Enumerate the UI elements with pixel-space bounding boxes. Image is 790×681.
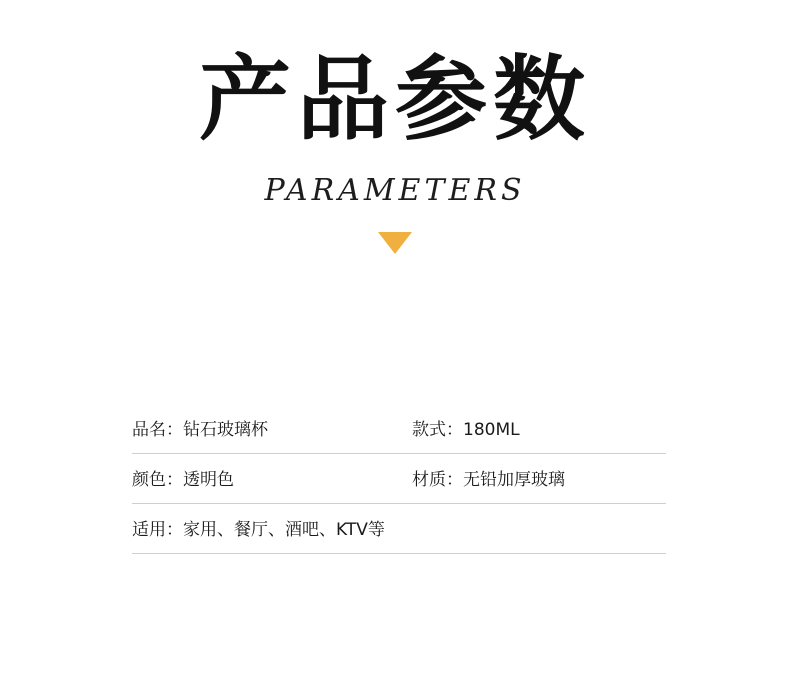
spec-style: 款式：180ML	[412, 420, 520, 440]
spec-table	[132, 404, 666, 554]
spec-color: 颜色：透明色	[132, 470, 234, 490]
arrow-wrap	[0, 232, 790, 259]
spec-material: 材质：无铅加厚玻璃	[412, 470, 565, 490]
spec-usage: 适用：家用、餐厅、酒吧、KTV等	[132, 520, 385, 540]
page-title: 产品参数	[198, 46, 591, 153]
table-row	[132, 454, 666, 504]
table-row	[132, 404, 666, 454]
table-row	[132, 504, 666, 554]
header-block	[0, 0, 790, 208]
spec-name: 品名：钻石玻璃杯	[132, 420, 268, 440]
page-subtitle: PARAMETERS	[264, 172, 526, 208]
triangle-down-icon	[378, 232, 412, 254]
